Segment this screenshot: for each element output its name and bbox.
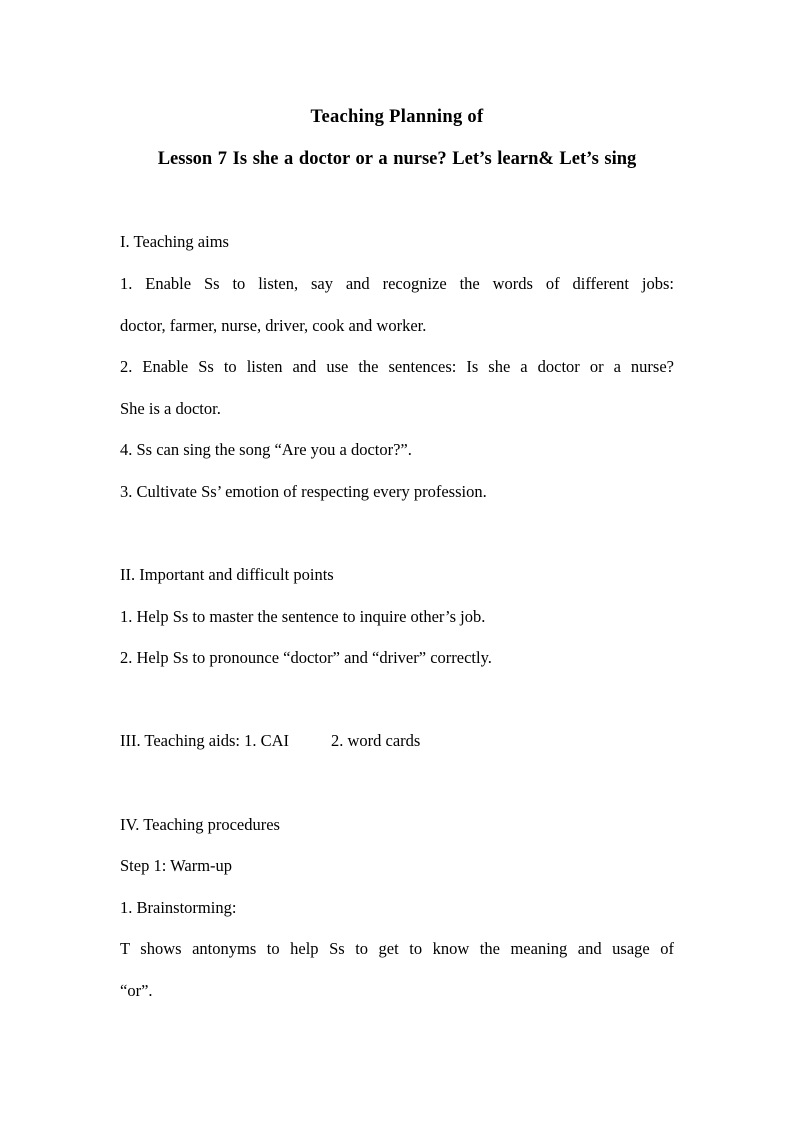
aim-4: 4. Ss can sing the song “Are you a doctor?”. [120,440,412,459]
aim-2-line-1: 2. Enable Ss to listen and use the sentences: Is she a doctor or a nurse? [120,357,674,376]
teaching-aids-label: III. Teaching aids: 1. CAI [120,731,289,750]
aim-1-line-2: doctor, farmer, nurse, driver, cook and worker. [120,316,427,335]
lesson-title: Lesson 7 Is she a doctor or a nurse? Let’s learn& Let’s sing [157,149,637,169]
brainstorming-text-line-1: T shows antonyms to help Ss to get to know the meaning and usage of [120,939,674,958]
section-heading-procedures: IV. Teaching procedures [120,815,280,834]
point-2: 2. Help Ss to pronounce “doctor” and “driver” correctly. [120,648,492,667]
teaching-aids [120,730,674,752]
document-title: Teaching Planning of [310,107,484,127]
aim-2-line-2: She is a doctor. [120,399,221,418]
brainstorming-text-line-2: “or”. [120,981,153,1000]
teaching-aids-item-2: 2. word cards [331,731,421,750]
aim-1-line-1: 1. Enable Ss to listen, say and recognize the words of different jobs: [120,274,674,293]
brainstorming-heading: 1. Brainstorming: [120,898,237,917]
aim-3: 3. Cultivate Ss’ emotion of respecting every profession. [120,482,487,501]
section-heading-important-points: II. Important and difficult points [120,565,334,584]
step-1-heading: Step 1: Warm-up [120,856,233,875]
section-heading-teaching-aims: I. Teaching aims [120,232,229,251]
point-1: 1. Help Ss to master the sentence to inquire other’s job. [120,607,486,626]
